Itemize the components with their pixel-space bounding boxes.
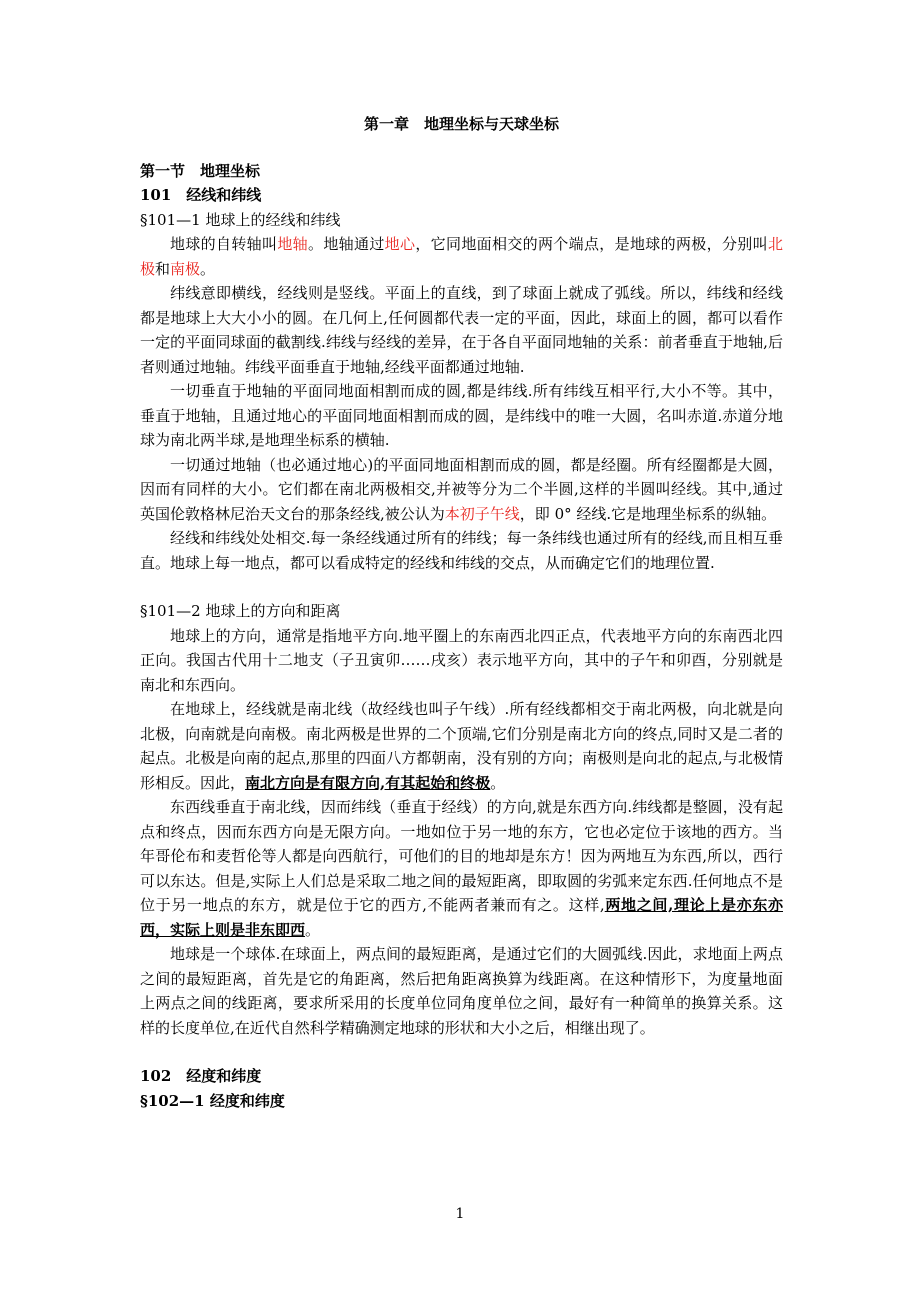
page-number: 1 — [455, 1206, 465, 1222]
paragraph-meridian-circles — [140, 453, 783, 527]
text-run: 东西线垂直于南北线，因而纬线（垂直于经线）的方向,就是东西方向.纬线都是整圆，没有起点和终点，因而东西方向是无限方向。一地如位于另一地的东方，它也必定位于该地的西方。当年哥伦布和麦哲伦等人都是向西航行，可他们的目的地却是东方！因为两地互为东西,所以，西行可以东达。但是,实际上人们总是采取二地之间的最短距离，即取圆的劣弧来定东西.任何地点不是位于另一地点的东方，就是位于它的西方,不能两者兼而有之。这样, — [140, 798, 783, 914]
paragraph-north-south — [140, 697, 783, 795]
paragraph-intersection: 经线和纬线处处相交.每一条经线通过所有的纬线；每一条纬线也通过所有的经线,而且相互垂直。地球上每一地点，都可以看成特定的经线和纬线的交点，从而确定它们的地理位置. — [140, 529, 783, 572]
term-north-pole: 北极 — [140, 235, 783, 278]
paragraph-distance: 地球是一个球体.在球面上，两点间的最短距离，是通过它们的大圆弧线.因此，求地面上两点之间的最短距离，首先是它的角距离，然后把角距离换算为线距离。在这种情形下，为度量地面上两点之间的线距离，要求所采用的长度单位同角度单位之间，最好有一种简单的换算关系。这样的长度单位,在近代自然科学精确测定地球的形状和大小之后，相继出现了。 — [140, 945, 783, 1037]
section-title: 第一节 地理坐标 — [140, 161, 261, 180]
emphasis-north-south: 南北方向是有限方向,有其起始和终极 — [245, 773, 491, 792]
subheading-102-1: §102—1 经度和纬度 — [140, 1091, 285, 1110]
term-earth-center: 地心 — [384, 235, 416, 253]
term-prime-meridian: 本初子午线 — [444, 504, 520, 523]
text-run: ，它同地面相交的两个端点，是地球的两极，分别叫 — [415, 235, 768, 253]
subheading-101-2: §101—2 地球上的方向和距离 — [140, 602, 341, 620]
heading-101: 101 经线和纬线 — [140, 186, 262, 204]
paragraph-equator: 一切垂直于地轴的平面同地面相割而成的圆,都是纬线.所有纬线互相平行,大小不等。其中，垂直于地轴，且通过地心的平面同地面相割而成的圆，是纬线中的唯一大圆，名叫赤道.赤道分地球为南北两半球,是地理坐标系的横轴. — [140, 382, 783, 449]
subheading-101-1: §101—1 地球上的经线和纬线 — [140, 210, 341, 229]
chapter-title: 第一章 地理坐标与天球坐标 — [363, 115, 559, 133]
text-run: 和 — [155, 259, 171, 278]
heading-102: 102 经度和纬度 — [140, 1067, 262, 1085]
text-run: 一切通过地轴（也必通过地心)的平面同地面相割而成的圆，都是经圈。所有经圈都是大圆，因而有同样的大小。它们都在南北两极相交,并被等分为二个半圆,这样的半圆叫经线。其中,通过英国伦敦格林尼治天文台的那条经线,被公认为 — [140, 455, 783, 523]
text-run: ，即 0° 经线.它是地理坐标系的纵轴。 — [519, 504, 777, 523]
text-run: 。地轴通过 — [308, 235, 385, 253]
paragraph-earth-axis — [140, 232, 783, 281]
text-run: 在地球上，经线就是南北线（故经线也叫子午线）.所有经线都相交于南北两极，向北就是向北极，向南就是向南极。南北两极是世界的二个顶端,它们分别是南北方向的终点,同时又是二者的起点。北极是向南的起点,那里的四面八方都朝南，没有别的方向；南极则是向北的起点,与北极情形相反。因此， — [140, 700, 783, 792]
text-run: 。 — [200, 259, 216, 278]
text-run: 。 — [305, 920, 321, 939]
text-run: 。 — [490, 773, 506, 792]
paragraph-direction: 地球上的方向，通常是指地平方向.地平圈上的东南西北四正点，代表地平方向的东南西北四正向。我国古代用十二地支（子丑寅卯……戌亥）表示地平方向，其中的子午和卯酉，分别就是南北和东西向。 — [140, 626, 783, 694]
term-south-pole: 南极 — [170, 259, 201, 278]
paragraph-parallels-meridians: 纬线意即横线，经线则是竖线。平面上的直线，到了球面上就成了弧线。所以，纬线和经线都是地球上大大小小的圆。在几何上,任何圆都代表一定的平面，因此，球面上的圆，都可以看作一定的平面同球面的截割线.纬线与经线的差异，在于各自平面同地轴的关系：前者垂直于地轴,后者则通过地轴。纬线平面垂直于地轴,经线平面都通过地轴. — [140, 284, 783, 376]
paragraph-east-west — [140, 795, 783, 942]
spacer — [140, 575, 783, 599]
page-content — [140, 112, 783, 1113]
text-run: 地球的自转轴叫 — [170, 235, 278, 253]
term-earth-axis: 地轴 — [277, 235, 308, 253]
emphasis-east-west: 两地之间,理论上是亦东亦西，实际上则是非东即西 — [140, 896, 783, 939]
spacer — [140, 1040, 783, 1064]
